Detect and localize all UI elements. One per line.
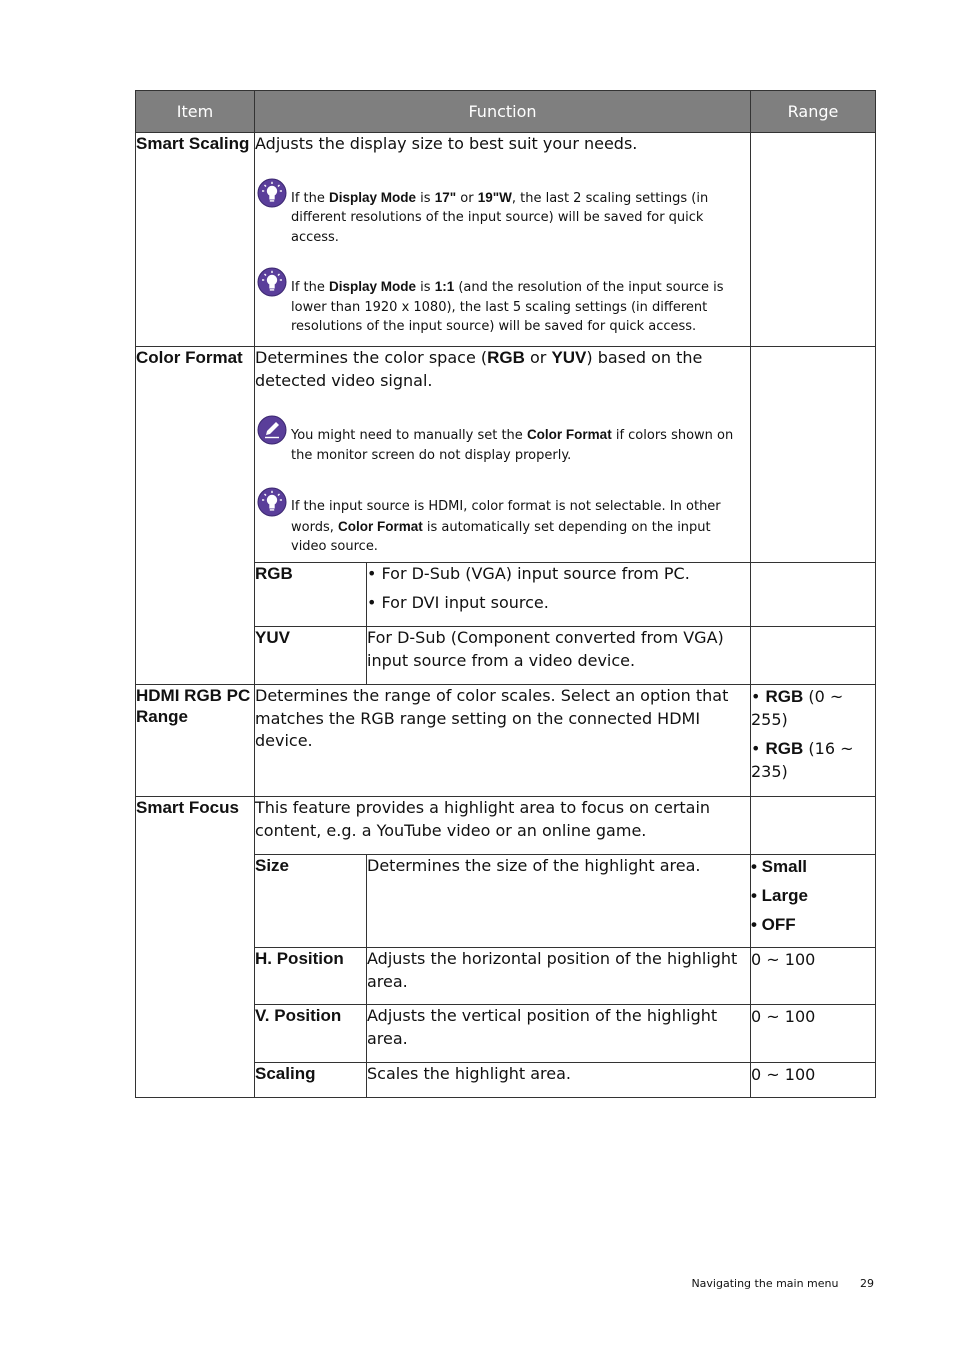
table-row-hdmi-rgb [136, 685, 876, 797]
page-footer [691, 1277, 874, 1290]
option-text: (16 ~ 235) [751, 739, 854, 781]
note-bold: Color Format [526, 427, 612, 442]
range-size [751, 855, 876, 948]
range-option-2 [751, 737, 875, 783]
pencil-icon [257, 415, 287, 445]
size-option-large: • Large [751, 886, 808, 905]
range-smart-scaling [751, 133, 876, 347]
size-option-off: • OFF [751, 915, 796, 934]
range-hdmi-rgb [751, 685, 876, 797]
range-smart-focus [751, 797, 876, 855]
note-bold: Display Mode [329, 279, 417, 294]
option-bold: RGB [765, 687, 804, 706]
sub-item-scaling: Scaling [255, 1063, 367, 1098]
note-text: If the [291, 280, 330, 295]
item-smart-focus: Smart Focus [136, 797, 255, 1098]
bullet: • [751, 687, 766, 706]
table-row-smart-scaling [136, 133, 876, 347]
sub-item-hpos: H. Position [255, 948, 367, 1005]
range-rgb [751, 563, 876, 627]
note-bold: Display Mode [329, 189, 417, 205]
table-header-row [136, 91, 876, 133]
settings-table [135, 90, 876, 1098]
function-rgb [367, 563, 751, 627]
range-option-1 [751, 685, 875, 731]
footer-section: Navigating the main menu [691, 1277, 839, 1290]
function-smart-focus: This feature provides a highlight area to focus on certain content, e.g. a YouTube video or an online game. [255, 797, 751, 855]
function-yuv: For D-Sub (Component converted from VGA) input source from a video device. [367, 627, 751, 685]
sub-item-vpos: V. Position [255, 1005, 367, 1063]
smart-scaling-desc: Adjusts the display size to best suit your needs. [255, 134, 638, 153]
note-bold: 19"W [477, 189, 512, 205]
range-scaling: 0 ~ 100 [751, 1063, 876, 1098]
lightbulb-icon [257, 178, 287, 208]
lightbulb-icon [257, 487, 287, 517]
rgb-bullet-2: • For DVI input source. [367, 592, 549, 612]
page-number: 29 [860, 1277, 874, 1290]
note-text: if colors shown on the monitor screen do not display properly. [291, 428, 734, 463]
note-bold: 17" [434, 189, 457, 205]
note-text: If the input source is HDMI, color format is not selectable. In other words, [291, 499, 721, 535]
header-item: Item [136, 91, 255, 133]
range-hpos: 0 ~ 100 [751, 948, 876, 1005]
note-text: is automatically set depending on the input video source. [291, 519, 711, 554]
desc-text: ) based on the detected video signal. [255, 348, 703, 390]
function-hdmi-rgb: Determines the range of color scales. Select an option that matches the RGB range setting on the connected HDMI device. [255, 685, 751, 797]
range-yuv [751, 627, 876, 685]
item-smart-scaling: Smart Scaling [136, 133, 255, 347]
header-function: Function [255, 91, 751, 133]
option-text: (0 ~ 255) [751, 687, 844, 729]
function-size: Determines the size of the highlight area. [367, 855, 751, 948]
function-vpos: Adjusts the vertical position of the highlight area. [367, 1005, 751, 1063]
rgb-bullet-1: • For D-Sub (VGA) input source from PC. [367, 564, 690, 583]
tip-note-2 [255, 277, 750, 337]
option-bold: RGB [765, 739, 804, 758]
function-hpos: Adjusts the horizontal position of the highlight area. [367, 948, 751, 1005]
sub-item-rgb: RGB [255, 563, 367, 627]
note-text: (and the resolution of the input source is lower than 1920 x 1080), the last 5 scaling settings (in different resolutions of the input source) will be saved for quick access. [291, 280, 724, 334]
note-text: You might need to manually set the [291, 428, 527, 443]
desc-bold: RGB [487, 348, 525, 367]
note-text: or [456, 190, 478, 206]
table-row-color-format [136, 347, 876, 563]
note-text: is [416, 190, 435, 206]
note-text: is [416, 280, 435, 295]
size-option-small: • Small [751, 857, 808, 876]
bullet: • [751, 739, 766, 758]
range-color-format [751, 347, 876, 563]
color-format-desc [255, 347, 750, 392]
note-bold: Color Format [338, 518, 423, 534]
item-color-format: Color Format [136, 347, 255, 685]
range-vpos: 0 ~ 100 [751, 1005, 876, 1063]
note-text: If the [291, 190, 330, 206]
item-hdmi-rgb: HDMI RGB PC Range [136, 685, 255, 797]
info-note-1 [255, 425, 750, 465]
desc-text: Determines the color space ( [255, 348, 488, 367]
sub-item-yuv: YUV [255, 627, 367, 685]
desc-bold: YUV [551, 348, 587, 367]
header-range: Range [751, 91, 876, 133]
function-smart-scaling [255, 133, 751, 347]
tip-note-1 [255, 188, 750, 248]
tip-note-3 [255, 497, 750, 557]
desc-text: or [524, 348, 552, 367]
lightbulb-icon [257, 267, 287, 297]
sub-item-size: Size [255, 855, 367, 948]
note-bold: 1:1 [434, 279, 455, 294]
note-text: , the last 2 scaling settings (in different resolutions of the input source) will be saved for quick access. [291, 190, 709, 245]
function-scaling: Scales the highlight area. [367, 1063, 751, 1098]
function-color-format [255, 347, 751, 563]
table-row-smart-focus [136, 797, 876, 855]
